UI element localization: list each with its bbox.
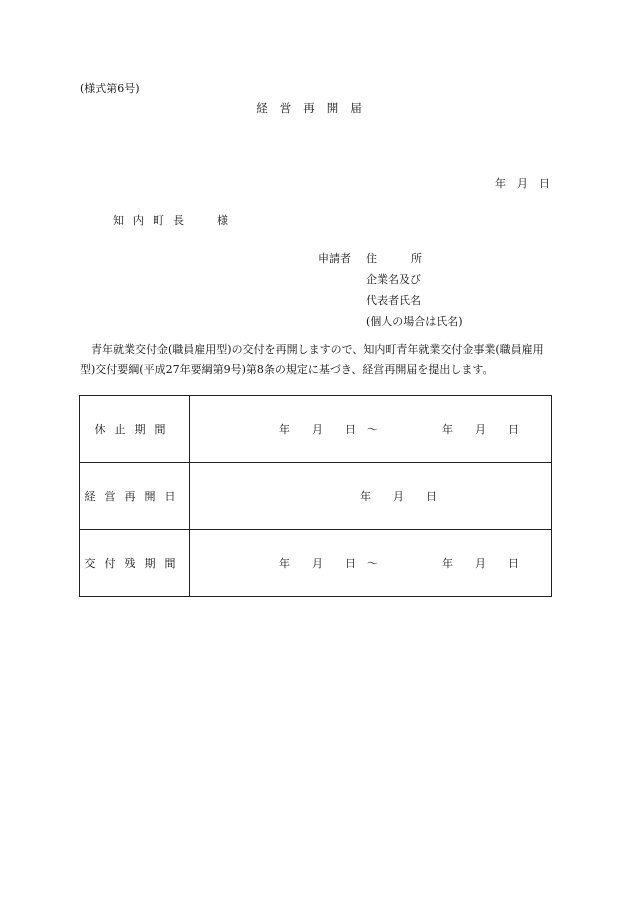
applicant-company-label: 企業名及び: [366, 273, 421, 286]
applicant-company-row: [318, 269, 463, 290]
addressee-suffix: 様: [217, 214, 228, 227]
applicant-representative-label: 代表者氏名: [366, 294, 421, 307]
remaining-end-date: 年 月 日: [442, 557, 519, 570]
addressee: [113, 212, 228, 228]
suspension-period-label: 休止期間: [80, 396, 190, 463]
suspension-start-date: 年 月 日 〜: [279, 423, 378, 436]
declaration-text: 青年就業交付金(職員雇用型)の交付を再開しますので、知内町青年就業交付金事業(職員雇用型)交付要綱(平成27年要綱第9号)第8条の規定に基づき、経営再開届を提出します。: [80, 343, 544, 376]
table-row: [80, 463, 552, 530]
resumption-date-label: 経営再開日: [80, 463, 190, 530]
table-row: [80, 396, 552, 463]
addressee-name: 知内町長: [113, 214, 193, 227]
submission-date-line: 年 月 日: [495, 177, 550, 190]
remaining-period-label: 交付残期間: [80, 530, 190, 597]
applicant-block: [318, 248, 463, 332]
table-row: [80, 530, 552, 597]
applicant-individual-note: (個人の場合は氏名): [366, 315, 463, 328]
applicant-address-label: 住所: [366, 252, 456, 265]
document-title: 経営再開届: [256, 101, 374, 115]
suspension-period-field[interactable]: [190, 396, 552, 463]
suspension-end-date: 年 月 日: [442, 423, 519, 436]
remaining-start-date: 年 月 日 〜: [279, 557, 378, 570]
applicant-note-row: [318, 311, 463, 332]
resumption-date: 年 月 日: [360, 490, 437, 503]
applicant-address-row: [318, 248, 463, 269]
applicant-representative-row: [318, 290, 463, 311]
form-number: (様式第6号): [80, 82, 140, 95]
remaining-period-field[interactable]: [190, 530, 552, 597]
applicant-role-label: 申請者: [318, 252, 351, 265]
resumption-date-field[interactable]: [190, 463, 552, 530]
info-table: [79, 395, 552, 597]
